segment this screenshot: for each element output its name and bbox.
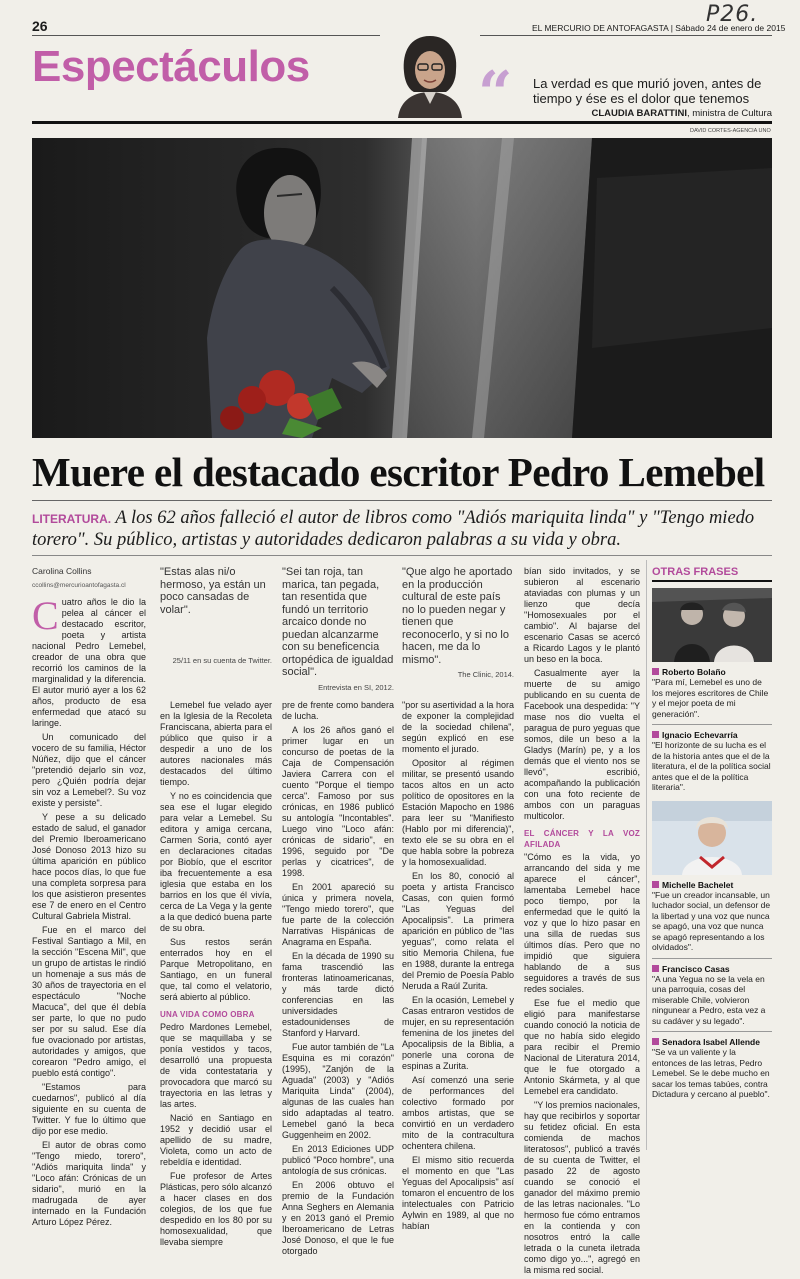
col5-paragraph: bían sido invitados, y se subieron al escenario ataviadas con plumas y un lienzo que decía "Homosexuales por el cambio". Al bajarse del escenario Casas se acercó a Ricardo Lagos y le plantó un beso en la boca. (524, 566, 640, 664)
col1-paragraph: Un comunicado del vocero de su familia, Héctor Núñez, dijo que el cáncer "pretendió dejarlo sin voz, pero ¿Quién podría dejar sin voz a Lemebel?. Su voz existe y persiste". (32, 732, 146, 808)
col5-paragraph: Casualmente ayer la muerte de su amigo publicando en su cuenta de Facebook una despedida: "Y mase nos dio vuelta el paragua de puro yeguas que somos, dile un beso a la Gladys (Marín) pe, y a los demás que el viento nos se llevó", escribió, acompañando la publicación con una foto reciente de ambos con un paraguas multicolor. (524, 668, 640, 821)
sidebar-quote-author (652, 880, 772, 890)
col3-paragraph: A los 26 años ganó el primer lugar en un concurso de poetas de la Caja de Compensación Javiera Carrera con el cuento "Porque el tiempo cerca". Famoso por sus crónicas, en 1986 publicó su antología "Incontables". Luego vino "Loco afán: crónicas de sidario", en 1996, seguido por "De perlas y cicatrices", de 1998. (282, 725, 394, 878)
bullet-icon (652, 881, 659, 888)
col3-paragraph: En 2006 obtuvo el premio de la Fundación Anna Seghers en Alemania y en 2013 ganó el Premio Iberoamericano de Letras José Donoso, el que le fue otorgado (282, 1180, 394, 1256)
col1-paragraph: Y pese a su delicado estado de salud, el ganador del Premio Iberoamericano José Donoso 2013 hizo su última aparición en público hace pocos días, lo que fue una completa sorpresa para los que asistieron presentes ese 7 de enero en el Centro Cultural Gabriela Mistral. (32, 812, 146, 921)
minister-portrait (380, 30, 480, 118)
byline-name: Carolina Collins (32, 566, 92, 576)
top-quote-author-role: , ministra de Cultura (686, 108, 772, 119)
pull-quote (282, 566, 394, 692)
pull-quote-source: 25/11 en su cuenta de Twitter. (172, 656, 272, 665)
sidebar-quote-text: "A una Yegua no se la vela en una parroquia, cosas del miserable Chile, volvieron ningunear a Pedro, esta vez a su cadáver y su legado". (652, 973, 766, 1026)
sidebar-photo-bachelet (652, 801, 772, 875)
sidebar-quote-text: "El horizonte de su lucha es el de la historia antes que el de la literatura, el de la política social antes que el de la política literaria". (652, 740, 771, 792)
body-rule (32, 555, 772, 556)
byline-email: ccollins@mercurioantofagasta.cl (32, 582, 126, 589)
masthead: EL MERCURIO DE ANTOFAGASTA | Sábado 24 de enero de 2015 (532, 23, 786, 33)
dropcap: C (32, 593, 59, 638)
pull-quote-text: "Estas alas ni/o hermoso, ya están un poco cansadas de volar". (160, 566, 266, 616)
sidebar-quote-text: "Fue un creador incansable, un luchador social, un defensor de la libertad y una voz que nunca se apagó, una voz que nunca se apagó representando a los olvidados". (652, 889, 771, 952)
sidebar-quote-author-name: Senadora Isabel Allende (662, 1037, 760, 1047)
col2-paragraph: Pedro Mardones Lemebel, que se maquillaba y se ponía vestidos y tacos, desarrolló una propuesta de vida contestataria y provocadora que marcó su trayectoria en las letras y las artes. (160, 1022, 272, 1109)
deck-kicker: LITERATURA. (32, 512, 112, 526)
top-quote-author (560, 108, 772, 119)
bullet-icon (652, 1038, 659, 1045)
article-column-1 (32, 566, 146, 1231)
sidebar-quote-author-name: Roberto Bolaño (662, 667, 726, 677)
sidebar-photo-lemebel-casas (652, 588, 772, 662)
bullet-icon (652, 965, 659, 972)
page-number: 26 (32, 18, 48, 34)
sidebar-quote-author (652, 667, 772, 677)
col4-paragraph: El mismo sitio recuerda el momento en que "Las Yeguas del Apocalipsis" así tomaron el encuentro de los intelectuales con Patricio Aylwin en 1989, al que no habían (402, 1155, 514, 1231)
col5-paragraph: "Cómo es la vida, yo arrancando del sida y me aparece el cáncer", lamentaba Lemebel hace poco tiempo, por la enfermedad que le quitó la voz y que lo hizo pasar en una silla de ruedas sus últimos días. Pero que no impidió que siguiera hablando de a sus seguidores a través de sus redes sociales. (524, 852, 640, 994)
col4-paragraph: En los 80, conoció al poeta y artista Francisco Casas, con quien formó "Las Yeguas del Apocalipsis". La primera aparición en público de "las yeguas", como relata el sitio Memoria Chilena, fue en 1988, durante la entrega del Premio de Poesía Pablo Neruda a Raúl Zurita. (402, 871, 514, 991)
deck-text: A los 62 años falleció el autor de libros como "Adiós mariquita linda" y "Tengo miedo torero". Su público, artistas y autoridades dedicaron palabras a su vida y obra. (32, 508, 755, 550)
col4-paragraph: Así comenzó una serie de performances del colectivo formado por ambos artistas, que se convirtió en un verdadero mito de la contracultura ochentera chilena. (402, 1075, 514, 1151)
col1-paragraph: uatro años le dio la pelea al cáncer el destacado escritor, poeta y artista nacional Pedro Lemebel, creador de una obra que recorrió los caminos de la marginalidad y la diferencia. El autor murió ayer a los 62 años, producto de esa enfermedad que atacó su laringe. (32, 597, 146, 728)
col3-paragraph: En la década de 1990 su fama trascendió las fronteras latinoamericanas, y más tarde dictó conferencias en las universidades estadounidenses de Stanford y Harvard. (282, 951, 394, 1038)
pull-quote-source: The Clinic, 2014. (457, 670, 514, 679)
col3-paragraph: Fue autor también de "La Esquina es mi corazón" (1995), "Zanjón de la Aguada" (2003) y "Adiós Mariquita Linda" (2004), algunas de las cuales han sido adaptadas al teatro. Lemebel ganó la beca Guggenheim en 2002. (282, 1042, 394, 1140)
sidebar-quote-text: "Se va un valiente y la entonces de las letras, Pedro Lemebel. Se le debe mucho en sacar los temas tabúes, contra Dictadura y cercano al pueblo". (652, 1047, 770, 1099)
quote-marks: “ (478, 59, 513, 129)
sidebar-quote-author (652, 730, 772, 740)
sidebar-quote-author (652, 1037, 772, 1047)
col4-paragraph: En la ocasión, Lemebel y Casas entraron vestidos de mujer, en su representación femenina de los jinetes del Apocalipsis de la Biblia, a ponerle una corona de espinas a Zurita. (402, 995, 514, 1071)
sidebar-divider (646, 560, 647, 1150)
article-column-5 (524, 566, 640, 1279)
col4-paragraph: "por su asertividad a la hora de exponer la complejidad de la sociedad chilena", según explicó en ese momento el jurado. (402, 700, 514, 754)
sidebar-otras-frases (652, 566, 772, 1100)
col3-paragraph: En 2013 Ediciones UDP publicó "Poco hombre", una antología de sus crónicas. (282, 1144, 394, 1176)
sidebar-quote-author (652, 964, 772, 974)
pull-quote-text: "Que algo he aportado en la producción cultural de este país no lo pueden negar y tienen que reconocerlo, y si no lo hacen, me da lo mismo". (402, 566, 513, 666)
col2-paragraph: Lemebel fue velado ayer en la Iglesia de la Recoleta Franciscana, abierta para el público que quiso ir a despedir a uno de los autores nacionales más destacados del último tiempo. (160, 700, 272, 787)
sidebar-separator (652, 724, 772, 725)
col1-paragraph: "Estamos para cuedarnos", publicó al día siguiente en su cuenta de Twitter. Y fue lo último que dijo por ese medio. (32, 1082, 146, 1136)
col1-paragraph: El autor de obras como "Tengo miedo, torero", "Adiós mariquita linda" y "Loco afán: Crónicas de un sidario", murió en la madrugada de ayer internado en la Fundación Arturo López Pérez. (32, 1140, 146, 1227)
sidebar-separator (652, 958, 772, 959)
sidebar-quote-author-name: Francisco Casas (662, 963, 730, 974)
article-column-3 (282, 700, 394, 1260)
pull-quote-text: "Sei tan roja, tan marica, tan pegada, tan resentida que fundó un territorio arcaico donde no puedan alcanzarme con su beneficencia ortopédica de igualdad social". (282, 566, 394, 678)
article-column-4 (402, 700, 514, 1235)
article-column-2 (160, 700, 272, 1251)
bullet-icon (652, 731, 659, 738)
sidebar-separator (652, 1031, 772, 1032)
col4-paragraph: Opositor al régimen militar, se presentó usando tacos altos en un acto político de opositores en la Estación Mapocho en 1986 para leer su "Manifiesto (Hablo por mi diferencia)", texto ele se su obra en el que habla sobre la pobreza y la homosexualidad. (402, 758, 514, 867)
main-photo-lemebel-window (32, 138, 772, 438)
col2-paragraph: Nació en Santiago en 1952 y decidió usar el apellido de su madre, Violeta, como un acto de rebeldía e identidad. (160, 1113, 272, 1167)
subhead: EL CÁNCER Y LA VOZ AFILADA (524, 829, 640, 849)
col3-paragraph: En 2001 apareció su única y primera novela, "Tengo miedo torero", que fue parte de la colección Narrativas Hispánicas de Anagrama en España. (282, 882, 394, 947)
top-quote-text: La verdad es que murió joven, antes de tiempo y ése es el dolor que tenemos (533, 76, 762, 106)
header-rule (32, 121, 772, 124)
sidebar-quote-text: "Para mí, Lemebel es uno de los mejores escritores de Chile y el mejor poeta de mi generación". (652, 677, 769, 719)
top-quote-author-name: CLAUDIA BARATTINI (591, 108, 687, 119)
pull-quote-source: Entrevista en SI, 2012. (318, 682, 394, 692)
col2-paragraph: Y no es coincidencia que sea ese el lugar elegido para velar a Lemebel. Su editora y amiga cercana, Carmen Soria, contó ayer en declaraciones citadas por Biobío, que el escritor iba frecuentemente a esa iglesia que estaba en los barrios en los que él vivía, cerca de La Vega y la gente a la que dedicó buena parte de su obra. (160, 791, 272, 933)
pull-quote (402, 566, 514, 679)
bullet-icon (652, 668, 659, 675)
col3-paragraph: pre de frente como bandera de lucha. (282, 700, 394, 721)
col5-paragraph: "Y los premios nacionales, hay que recibirlos y soportar su fetidez oficial. En esta comienda de machos literatosos", publicó a través de su cuenta de Twitter, el pasado 22 de agosto cuando se conoció el ganador del máximo premio de las letras nacionales. "Lo hermoso fue cómo entramos en la contienda y con nosotros entró la calle letrada o la cuneta iletrada como digo yo...", agregó en la misma red social. (524, 1100, 640, 1275)
col2-paragraph: Sus restos serán enterrados hoy en el Parque Metropolitano, en Santiago, en un funeral que, tal como el velatorio, será abierto al público. (160, 937, 272, 1002)
subhead: UNA VIDA COMO OBRA (160, 1010, 255, 1019)
handwritten-page-note: P26. (706, 2, 759, 27)
headline: Muere el destacado escritor Pedro Lemebel (32, 449, 765, 495)
deck (32, 508, 772, 551)
photo-credit: DAVID CORTES-AGENCIA UNO (690, 128, 771, 134)
deck-rule (32, 500, 772, 501)
section-title: Espectáculos (32, 42, 310, 91)
col1-paragraph: Fue en el marco del Festival Santiago a Mil, en la sección "Escena Mil", que un grupo de artistas le rindió un homenaje a sus más de 30 años de trayectoria en el espectáculo "Noche Macuca", del que él debía ser parte, lo que no pudo ser por su salud. Ese día fue ovacionado por artistas, autoridades y amigos, que corearon "Pedro amigo, el pueblo está contigo". (32, 925, 146, 1078)
sidebar-title: OTRAS FRASES (652, 566, 772, 582)
sidebar-quote-author-name: Michelle Bachelet (662, 879, 734, 890)
col2-paragraph: Fue profesor de Artes Plásticas, pero sólo alcanzó a hacer clases en dos colegios, de los que fue despedido en los 80 por su homosexualidad, que llevaba siempre (160, 1171, 272, 1247)
pull-quote (160, 566, 272, 665)
sidebar-quote-author-name: Ignacio Echevarría (662, 730, 738, 740)
col5-paragraph: Ese fue el medio que eligió para manifestarse cuando conoció la noticia de que no había sido elegido para recibir el Premio Nacional de Literatura 2014, que le fue otorgado a Antonio Skármeta, y al que Lemebel era candidato. (524, 998, 640, 1096)
